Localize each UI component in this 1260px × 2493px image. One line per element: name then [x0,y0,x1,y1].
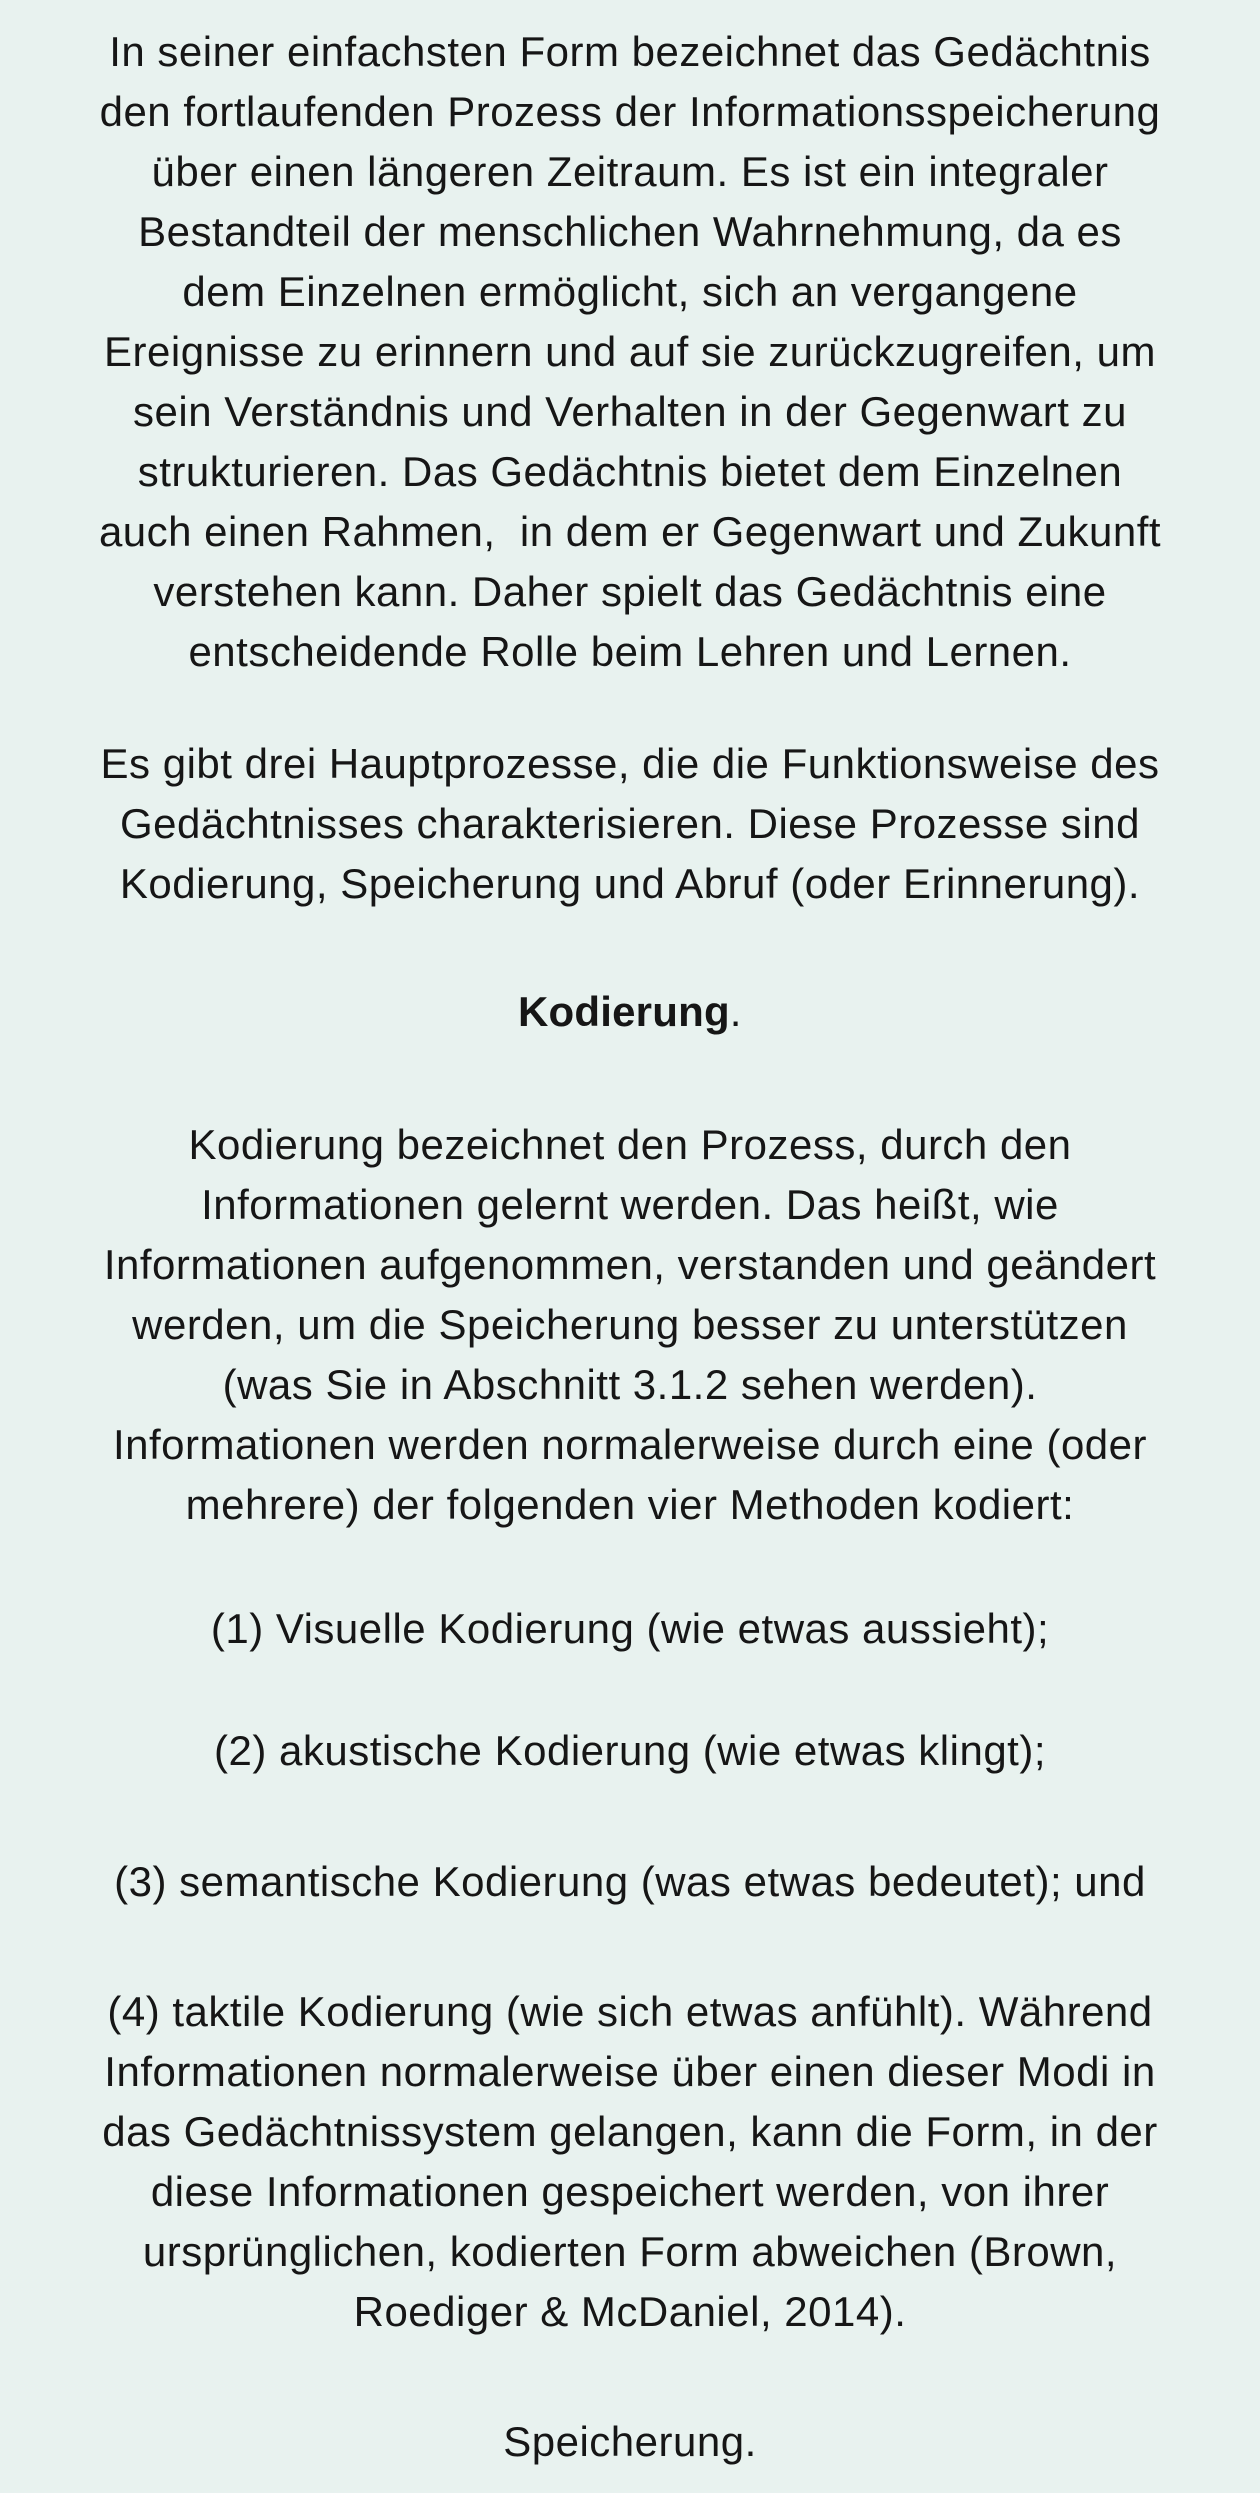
text-line: Informationen gelernt werden. Das heißt, wie [201,1181,1059,1228]
text-line: Informationen werden normalerweise durch eine (oder [112,1421,1148,1468]
text-line: Kodierung, Speicherung und Abruf (oder Erinnerung). [119,860,1141,907]
text-line: entscheidende Rolle beim Lehren und Lernen. [188,628,1072,675]
list-item-visual-encoding [0,1599,1260,1659]
text-line: Informationen aufgenommen, verstanden und geändert [103,1241,1157,1288]
paragraph-processes [0,734,1260,914]
heading-kodierung-bold-text: Kodierung [518,988,730,1035]
text-line: strukturieren. Das Gedächtnis bietet dem Einzelnen [137,448,1123,495]
text-line: Es gibt drei Hauptprozesse, die die Funktionsweise des [100,740,1160,787]
heading-kodierung-period: . [729,988,742,1035]
text-line: Informationen normalerweise über einen dieser Modi in [104,2048,1156,2095]
text-line: mehrere) der folgenden vier Methoden kodiert: [185,1481,1075,1528]
subheading-speicherung [0,2412,1260,2472]
text-line: (2) akustische Kodierung (wie etwas klingt); [213,1727,1047,1774]
list-item-tactile-encoding [0,1982,1260,2342]
text-line: Kodierung bezeichnet den Prozess, durch den [188,1121,1072,1168]
text-line: verstehen kann. Daher spielt das Gedächtnis eine [153,568,1107,615]
text-line: das Gedächtnissystem gelangen, kann die Form, in der [102,2108,1158,2155]
text-line: (was Sie in Abschnitt 3.1.2 sehen werden). [222,1361,1038,1408]
text-line: Bestandteil der menschlichen Wahrnehmung, da es [138,208,1122,255]
paragraph-intro [0,22,1260,682]
list-item-semantic-encoding [0,1852,1260,1912]
text-line: Ereignisse zu erinnern und auf sie zurückzugreifen, um [104,328,1156,375]
text-line: (3) semantische Kodierung (was etwas bedeutet); und [114,1858,1146,1905]
text-line: den fortlaufenden Prozess der Informationsspeicherung [99,88,1161,135]
text-line: ursprünglichen, kodierten Form abweichen (Brown, [142,2228,1118,2275]
text-line: In seiner einfachsten Form bezeichnet das Gedächtnis [109,28,1151,75]
text-line: (1) Visuelle Kodierung (wie etwas aussieht); [210,1605,1050,1652]
text-line: dem Einzelnen ermöglicht, sich an vergangene [182,268,1078,315]
text-line: auch einen Rahmen, in dem er Gegenwart und Zukunft [98,508,1162,555]
list-item-acoustic-encoding [0,1721,1260,1781]
text-line: sein Verständnis und Verhalten in der Gegenwart zu [133,388,1127,435]
text-line: Gedächtnisses charakterisieren. Diese Prozesse sind [120,800,1140,847]
text-line: werden, um die Speicherung besser zu unterstützen [132,1301,1128,1348]
text-line: Roediger & McDaniel, 2014). [353,2288,907,2335]
subheading-speicherung-text: Speicherung. [503,2418,757,2465]
text-line: über einen längeren Zeitraum. Es ist ein integraler [151,148,1109,195]
text-line: (4) taktile Kodierung (wie sich etwas anfühlt). Während [107,1988,1153,2035]
paragraph-kodierung-body [0,1115,1260,1535]
heading-kodierung [0,982,1260,1042]
text-line: diese Informationen gespeichert werden, von ihrer [150,2168,1110,2215]
